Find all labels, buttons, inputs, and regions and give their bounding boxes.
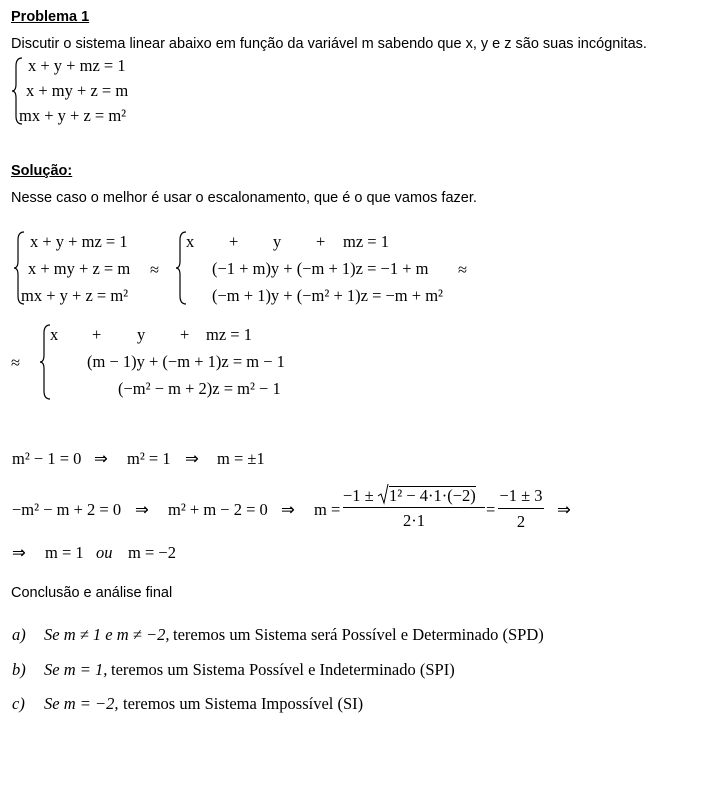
conclusion-heading: Conclusão e análise final <box>11 585 173 601</box>
eq1-part-3: m = ±1 <box>217 449 265 468</box>
eq2-mid: m² + m − 2 = 0 <box>168 500 268 519</box>
square-root-icon <box>377 483 389 505</box>
quadratic-fraction <box>343 486 485 531</box>
system-row-2: x + my + z = m <box>26 81 129 100</box>
item-c-text: teremos um Sistema Impossível (SI) <box>123 694 364 713</box>
step1-left-row-1: x + y + mz = 1 <box>30 232 128 251</box>
eq1-arrow-2: ⇒ <box>185 449 199 468</box>
item-a-label: a) <box>12 625 26 644</box>
approx-symbol-2: ≈ <box>458 260 468 279</box>
approx-symbol-1: ≈ <box>150 260 160 279</box>
item-b-text: teremos um Sistema Possível e Indeterminado (SPI) <box>111 660 455 679</box>
step2-r1-mz: mz = 1 <box>206 325 252 344</box>
step1-right-r1-mz: mz = 1 <box>343 232 389 251</box>
eq3-m2: m = −2 <box>128 543 176 562</box>
eq2-arrow-2: ⇒ <box>281 500 295 519</box>
item-c-condition: Se m = −2, <box>44 694 119 713</box>
step1-right-row-3: (−m + 1)y + (−m² + 1)z = −m + m² <box>212 286 443 305</box>
eq1-arrow-1: ⇒ <box>94 449 108 468</box>
eq2-equals: = <box>486 500 496 519</box>
step2-r1-x: x <box>50 325 59 344</box>
system-row-1: x + y + mz = 1 <box>28 56 126 75</box>
eq2-arrow-1: ⇒ <box>135 500 149 519</box>
eq2-m-equals: m = <box>314 500 341 519</box>
simplified-numerator: −1 ± 3 <box>499 486 543 505</box>
step1-right-r1-plus2: + <box>316 232 326 251</box>
solution-heading: Solução: <box>11 163 73 179</box>
simplified-denominator: 2 <box>516 512 526 531</box>
fraction-radicand: 1² − 4·1·(−2) <box>389 486 476 505</box>
item-b-label: b) <box>12 660 26 679</box>
problem-title: Problema 1 <box>11 9 90 25</box>
item-b-condition: Se m = 1, <box>44 660 108 679</box>
step1-right-r1-plus1: + <box>229 232 239 251</box>
fraction-denominator: 2·1 <box>403 511 425 530</box>
step1-right-row-2: (−1 + m)y + (−m + 1)z = −1 + m <box>212 259 429 278</box>
step2-r1-plus1: + <box>92 325 102 344</box>
system-row-3: mx + y + z = m² <box>19 106 127 125</box>
eq1-part-1: m² − 1 = 0 <box>12 449 82 468</box>
step2-row-2: (m − 1)y + (−m + 1)z = m − 1 <box>87 352 285 371</box>
problem-statement: Discutir o sistema linear abaixo em função da variável m sabendo que x, y e z são suas incógnitas. <box>11 36 647 52</box>
step1-left-row-3: mx + y + z = m² <box>21 286 129 305</box>
fraction-numerator-prefix: −1 ± <box>343 486 374 505</box>
simplified-fraction-bar <box>498 508 544 509</box>
solution-intro: Nesse caso o melhor é usar o escalonamento, que é o que vamos fazer. <box>11 190 477 206</box>
item-a-text: teremos um Sistema será Possível e Determinado (SPD) <box>173 625 544 644</box>
step1-left-row-2: x + my + z = m <box>28 259 131 278</box>
eq3-arrow: ⇒ <box>12 543 26 562</box>
eq3-m1: m = 1 <box>45 543 84 562</box>
step1-right-r1-y: y <box>273 232 282 251</box>
step2-row-3: (−m² − m + 2)z = m² − 1 <box>118 379 281 398</box>
item-a-condition: Se m ≠ 1 e m ≠ −2, <box>44 625 170 644</box>
item-c-label: c) <box>12 694 25 713</box>
eq1-part-2: m² = 1 <box>127 449 171 468</box>
eq2-arrow-3: ⇒ <box>557 500 571 519</box>
fraction-bar <box>343 507 485 508</box>
simplified-fraction <box>498 486 544 532</box>
step2-r1-plus2: + <box>180 325 190 344</box>
eq2-lhs: −m² − m + 2 = 0 <box>12 500 122 519</box>
step2-r1-y: y <box>137 325 146 344</box>
step1-right-r1-x: x <box>186 232 195 251</box>
approx-symbol-3: ≈ <box>11 353 21 372</box>
eq3-ou: ou <box>96 543 113 562</box>
